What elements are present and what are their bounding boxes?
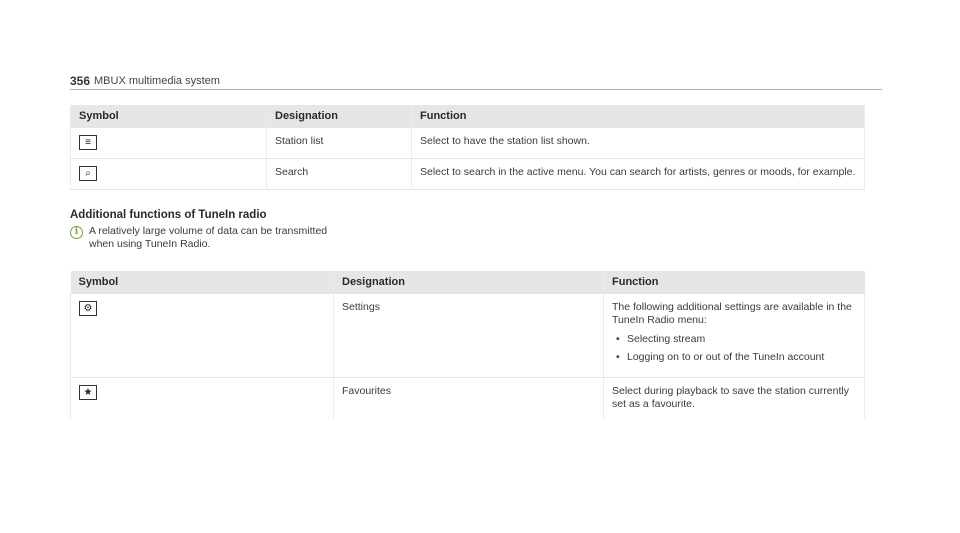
function-cell: Select to have the station list shown. (412, 128, 865, 159)
designation-cell: Search (267, 159, 412, 190)
function-cell: Select to search in the active menu. You can search for artists, genres or moods, for example. (412, 159, 865, 190)
section-heading: Additional functions of TuneIn radio (70, 209, 267, 221)
table-row (71, 294, 865, 378)
table-row (71, 159, 865, 190)
function-text: The following additional settings are available in the TuneIn Radio menu: (612, 301, 852, 326)
bullet-list (612, 333, 856, 364)
list-item: • Selecting stream (612, 333, 856, 346)
info-icon: i (70, 226, 83, 239)
column-header-designation: Designation (267, 105, 412, 128)
column-header-symbol: Symbol (71, 105, 267, 128)
column-header-symbol: Symbol (71, 271, 334, 294)
column-header-designation: Designation (334, 271, 604, 294)
designation-cell: Station list (267, 128, 412, 159)
function-cell (604, 294, 865, 378)
gear-icon: ⚙ (79, 301, 97, 316)
page-title: MBUX multimedia system (94, 75, 220, 87)
search-icon: ⌕ (79, 166, 97, 181)
table-row (71, 128, 865, 159)
star-icon: ★ (79, 385, 97, 400)
table-header-row (71, 271, 865, 294)
page-number: 356 (70, 74, 91, 88)
list-item: • Logging on to or out of the TuneIn account (612, 351, 856, 364)
symbol-table-1 (70, 105, 865, 190)
column-header-function: Function (412, 105, 865, 128)
function-cell: Select during playback to save the station currently set as a favourite. (604, 378, 865, 420)
page-header (70, 74, 882, 90)
column-header-function: Function (604, 271, 865, 294)
info-note: A relatively large volume of data can be transmitted when using TuneIn Radio. (89, 225, 328, 250)
station-list-icon: ≡ (79, 135, 97, 150)
symbol-table-2 (70, 271, 865, 419)
table-row (71, 378, 865, 420)
designation-cell: Favourites (334, 378, 604, 420)
table-header-row (71, 105, 865, 128)
designation-cell: Settings (334, 294, 604, 378)
header-divider (70, 89, 882, 90)
